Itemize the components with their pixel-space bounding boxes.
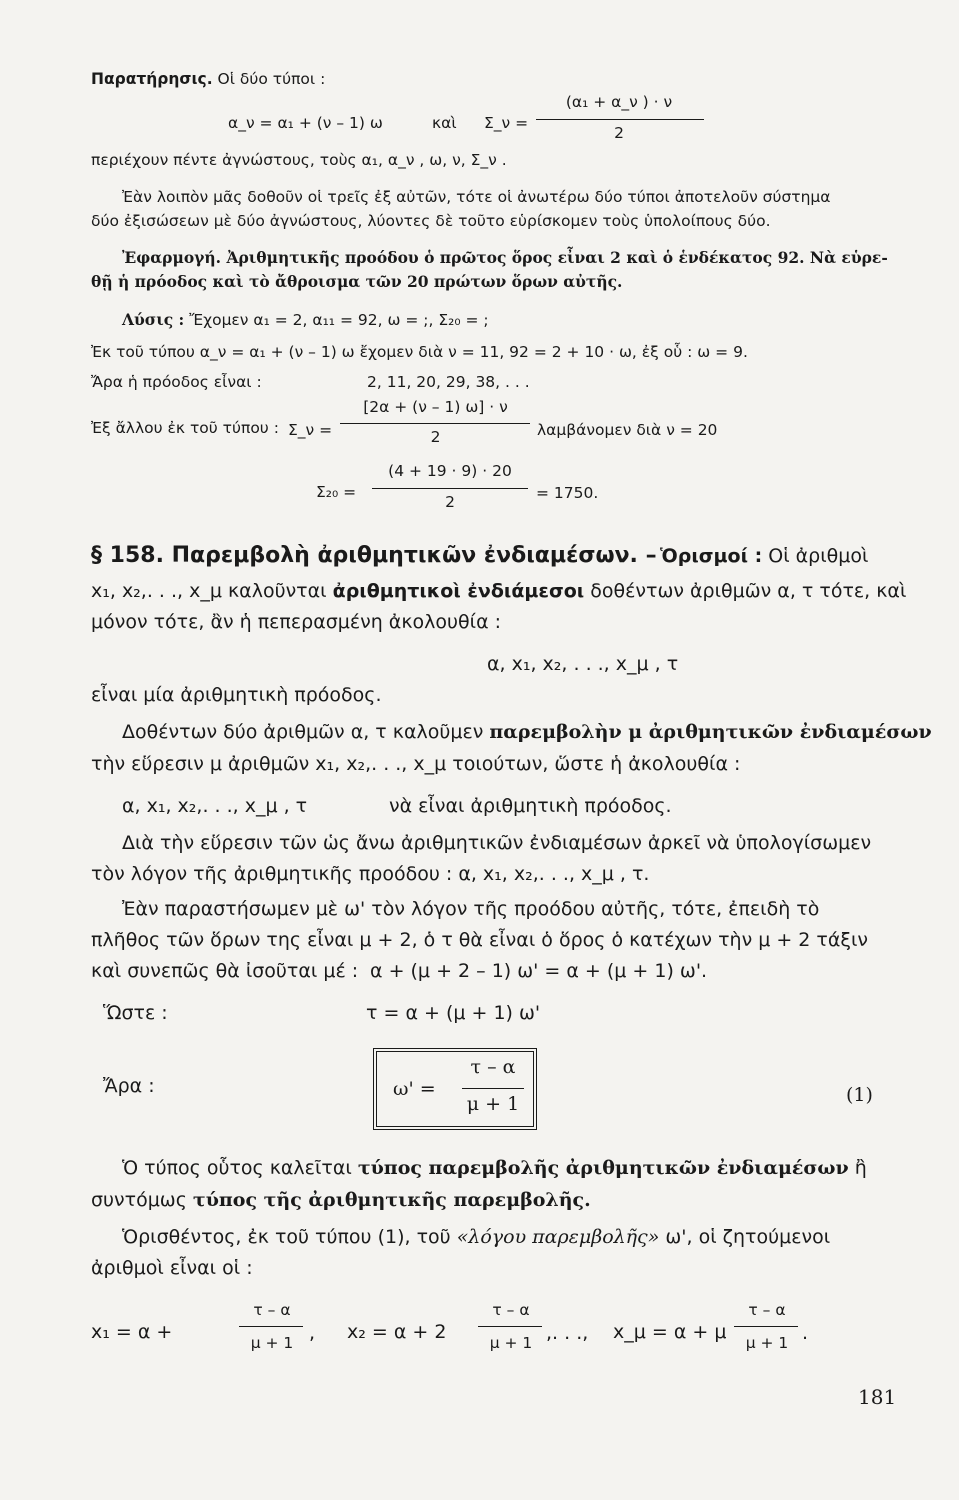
other-sigma-lhs: Σ_ν =: [288, 421, 333, 439]
section-line12: πλῆθος τῶν ὅρων της εἶναι μ + 2, ὁ τ θὰ εἶναι ὁ ὅρος ὁ κατέχων τὴν μ + 2 τάξιν: [91, 929, 869, 951]
equation-number: (1): [846, 1084, 873, 1106]
section-line5: εἶναι μία ἀριθμητικὴ πρόοδος.: [91, 684, 382, 706]
section-line10: τὸν λόγον τῆς ἀριθμητικῆς προόδου : α, x₁, x₂,. . ., x_μ , τ.: [91, 863, 650, 885]
solution-label: Λύσις :: [122, 310, 185, 329]
definition-start-text: Οἱ ἀριθμοὶ: [768, 545, 869, 567]
section-line6-a: Δοθέντων δύο ἀριθμῶν α, τ καλοῦμεν: [122, 721, 484, 743]
section-number: § 158.: [91, 543, 164, 568]
section-heading: [91, 542, 657, 570]
box-fraction-bar: [462, 1088, 524, 1089]
x1-denominator: μ + 1: [250, 1334, 294, 1352]
sigma-fraction-bar: [536, 119, 704, 120]
section-line14-label: Ὥστε :: [103, 1002, 168, 1024]
section-line17-a: συντόμως: [91, 1189, 187, 1211]
section-line6-b: παρεμβολὴν μ ἀριθμητικῶν ἐνδιαμέσων: [489, 721, 932, 743]
contains-line: περιέχουν πέντε ἀγνώστους, τοὺς α₁, α_ν , ω, ν, Σ_ν .: [91, 151, 507, 169]
s20-fraction-bar: [372, 488, 528, 489]
section-line9: Διὰ τὴν εὕρεσιν τῶν ὡς ἄνω ἀριθμητικῶν ἐνδιαμέσων ἀρκεῖ νὰ ὑπολογίσωμεν: [122, 832, 872, 854]
section-title: Παρεμβολὴ ἀριθμητικῶν ἐνδιαμέσων. –: [171, 543, 657, 568]
section-line19: ἀριθμοὶ εἶναι οἱ :: [91, 1257, 253, 1279]
section-line7: τὴν εὕρεσιν μ ἀριθμῶν x₁, x₂,. . ., x_μ τοιούτων, ὥστε ἡ ἀκολουθία :: [91, 753, 741, 775]
section-line2-b: ἀριθμητικοὶ ἐνδιάμεσοι: [332, 580, 585, 602]
section-line3: μόνον τότε, ἂν ἡ πεπερασμένη ἀκολουθία :: [91, 611, 502, 633]
xm-denominator: μ + 1: [745, 1334, 789, 1352]
section-line2: [91, 578, 906, 604]
sigma-lhs: Σ_ν =: [484, 114, 529, 132]
section-line18-a: Ὁρισθέντος, ἐκ τοῦ τύπου (1), τοῦ: [122, 1226, 451, 1248]
section-line16-c: ἢ: [854, 1157, 867, 1179]
section-line8-tail: νὰ εἶναι ἀριθμητικὴ πρόοδος.: [389, 795, 672, 817]
s20-lhs: Σ₂₀ =: [316, 483, 357, 501]
xm-end: .: [802, 1322, 809, 1344]
page-number: 181: [858, 1385, 897, 1409]
sigma-denominator: 2: [614, 124, 624, 142]
section-line16-a: Ὁ τύπος οὗτος καλεῖται: [122, 1157, 352, 1179]
other-numerator: [2α + (ν – 1) ω] · ν: [363, 398, 508, 416]
application-text: Ἀριθμητικῆς προόδου ὁ πρῶτος ὅρος εἶναι 2 καὶ ὁ ἑνδέκατος 92. Νὰ εὑρε-: [226, 248, 888, 267]
progression-label: Ἄρα ἡ πρόοδος εἶναι :: [91, 373, 262, 391]
solution-text: Ἔχομεν α₁ = 2, α₁₁ = 92, ω = ;, Σ₂₀ = ;: [189, 311, 489, 329]
x1-numerator: τ – α: [253, 1301, 291, 1319]
xm-fraction-bar: [734, 1326, 798, 1327]
box-denominator: μ + 1: [466, 1093, 520, 1115]
xm-numerator: τ – α: [748, 1301, 786, 1319]
section-line14-formula: τ = α + (μ + 1) ω': [366, 1002, 541, 1024]
section-sequence: α, x₁, x₂, . . ., x_μ , τ: [487, 653, 679, 675]
formula-av: α_ν = α₁ + (ν – 1) ω: [228, 114, 383, 132]
section-line18-b: «λόγου παρεμβολῆς»: [456, 1226, 660, 1248]
application-line1: [122, 248, 888, 268]
para1-line1: Ἐὰν λοιπὸν μᾶς δοθοῦν οἱ τρεῖς ἐξ αὐτῶν, τότε οἱ ἀνωτέρω δύο τύποι ἀποτελοῦν σύστημα: [122, 188, 831, 206]
x2-fraction-bar: [478, 1326, 542, 1327]
observation-label: Παρατήρησις.: [91, 70, 213, 88]
section-line16-b: τύπος παρεμβολῆς ἀριθμητικῶν ἐνδιαμέσων: [357, 1157, 849, 1179]
word-kai: καὶ: [432, 114, 457, 132]
solution-line: [122, 310, 489, 330]
box-lhs: ω' =: [393, 1078, 436, 1100]
section-line8-seq: α, x₁, x₂,. . ., x_μ , τ: [122, 795, 308, 817]
section-line16: [122, 1155, 867, 1181]
from-formula-line: Ἐκ τοῦ τύπου α_ν = α₁ + (ν – 1) ω ἔχομεν διὰ ν = 11, 92 = 2 + 10 · ω, ἐξ οὗ : ω = 9.: [91, 343, 748, 361]
section-line13-b: α + (μ + 2 – 1) ω' = α + (μ + 1) ω'.: [370, 960, 708, 982]
definition-start: [660, 543, 868, 569]
x2-lhs: x₂ = α + 2: [347, 1321, 447, 1343]
section-line17-b: τύπος τῆς ἀριθμητικῆς παρεμβολῆς.: [192, 1189, 591, 1211]
section-line13-a: καὶ συνεπῶς θὰ ἰσοῦται μέ :: [91, 960, 359, 982]
other-denominator: 2: [430, 428, 441, 446]
s20-numerator: (4 + 19 · 9) · 20: [388, 462, 512, 480]
section-line17: [91, 1187, 591, 1213]
observation-line: [91, 69, 325, 89]
section-line2-c: δοθέντων ἀριθμῶν α, τ τότε, καὶ: [590, 580, 907, 602]
box-numerator: τ – α: [470, 1056, 516, 1078]
progression-values: 2, 11, 20, 29, 38, . . .: [367, 373, 530, 391]
x1-fraction-bar: [239, 1326, 303, 1327]
section-line18-c: ω', οἱ ζητούμενοι: [665, 1226, 831, 1248]
xm-lhs: x_μ = α + μ: [613, 1321, 727, 1343]
s20-denominator: 2: [445, 493, 455, 511]
other-tail: λαμβάνομεν διὰ ν = 20: [537, 421, 718, 439]
application-line2: θῇ ἡ πρόοδος καὶ τὸ ἄθροισμα τῶν 20 πρώτων ὅρων αὐτῆς.: [91, 272, 623, 291]
section-line11: Ἐὰν παραστήσωμεν μὲ ω' τὸν λόγον τῆς προόδου αὐτῆς, τότε, ἐπειδὴ τὸ: [122, 898, 820, 920]
other-fraction-bar: [340, 423, 530, 424]
x2-denominator: μ + 1: [489, 1334, 533, 1352]
observation-text: Οἱ δύο τύποι :: [217, 70, 326, 88]
x1-lhs: x₁ = α +: [91, 1321, 173, 1343]
section-line2-a: x₁, x₂,. . ., x_μ καλοῦνται: [91, 580, 327, 602]
section-line6: [122, 719, 932, 745]
x2-separator: ,. . .,: [546, 1322, 589, 1344]
application-label: Ἐφαρμογή.: [122, 248, 222, 267]
x1-separator: ,: [309, 1322, 316, 1344]
ara-label: Ἄρα :: [103, 1075, 155, 1097]
s20-result: = 1750.: [536, 484, 599, 502]
definition-label: Ὁρισμοί :: [660, 545, 763, 567]
sigma-numerator: (α₁ + α_ν ) · ν: [565, 93, 673, 111]
x2-numerator: τ – α: [492, 1301, 530, 1319]
other-formula-label: Ἐξ ἄλλου ἐκ τοῦ τύπου :: [91, 419, 279, 437]
section-line18: [122, 1224, 830, 1250]
para1-line2: δύο ἐξισώσεων μὲ δύο ἀγνώστους, λύοντες δὲ τοῦτο εὑρίσκομεν τοὺς ὑπολοίπους δύο.: [91, 212, 771, 230]
